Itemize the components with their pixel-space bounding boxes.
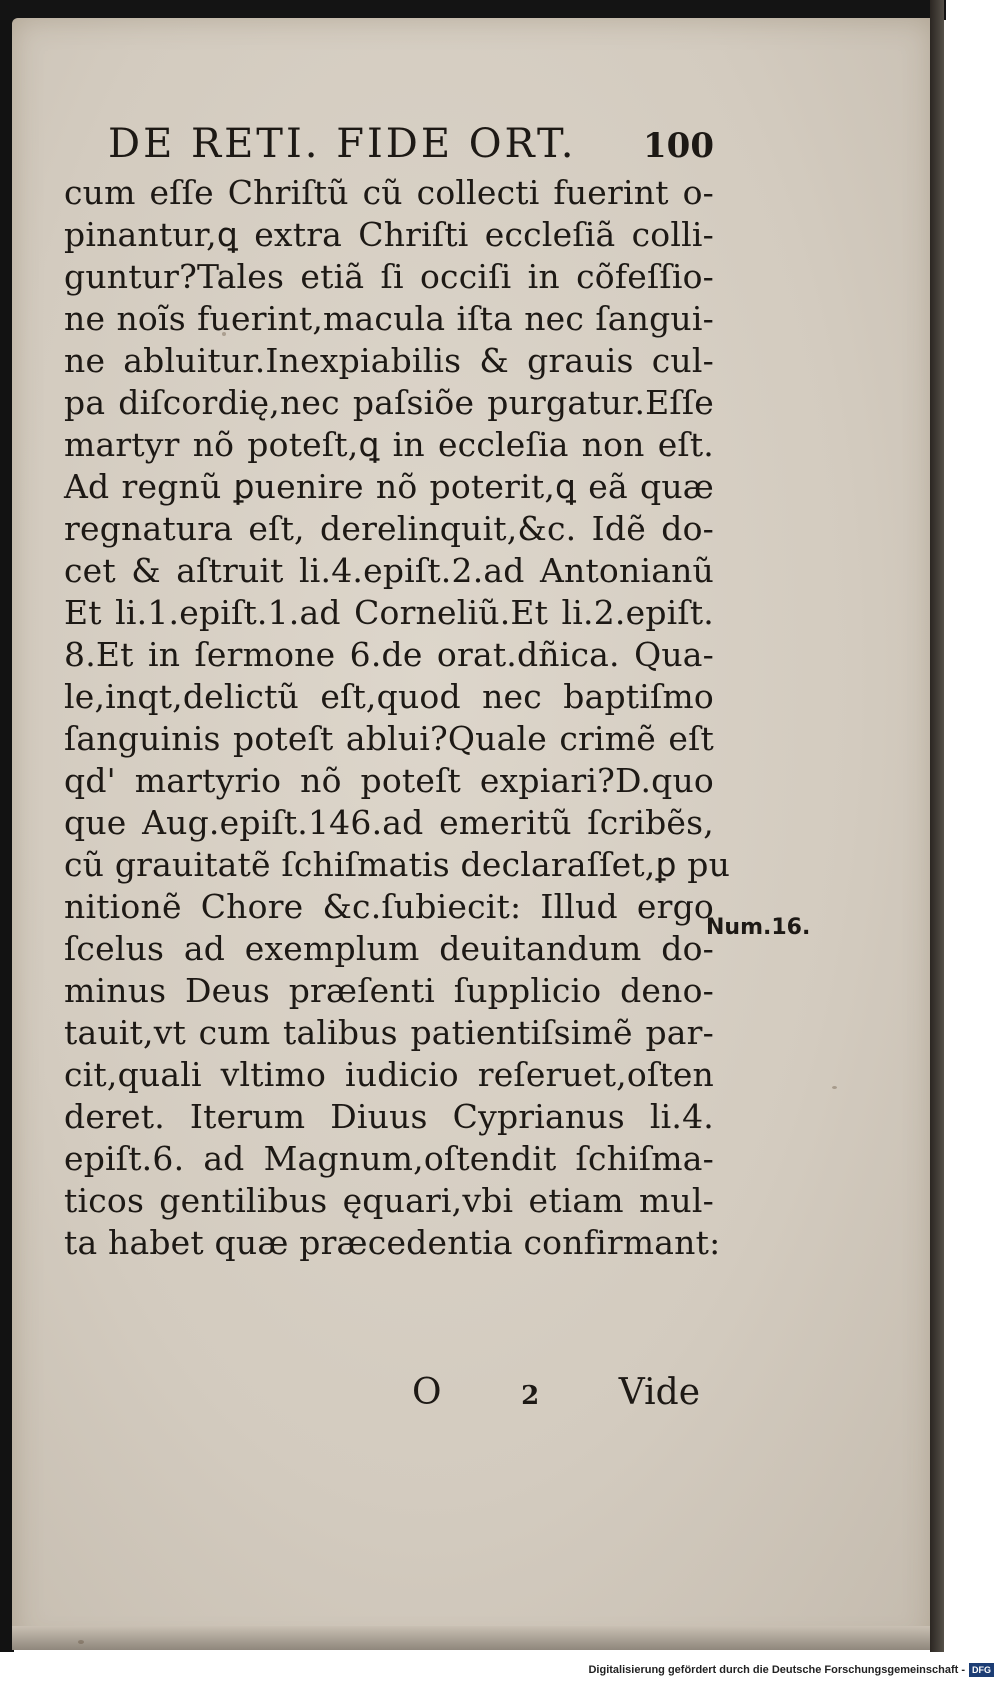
text-line: que Aug.epiſt.146.ad emeritũ ſcribẽs, (64, 803, 714, 842)
digitization-note: Digitalisierung gefördert durch die Deutsche Forschungsgemeinschaft - (588, 1663, 965, 1676)
text-line: cet & aſtruit li.4.epiſt.2.ad Antonianũ (64, 551, 714, 590)
folio-number: 100 (643, 126, 714, 166)
text-line: nitionẽ Chore &c.ſubiecit: Illud ergo (64, 887, 714, 926)
text-line: cum eſſe Chriſtũ cũ collecti fuerint o- (64, 173, 714, 212)
paper-speck (78, 1640, 84, 1644)
text-line: pa diſcordię,nec paſsiõe purgatur.Eſſe (64, 383, 714, 422)
running-title: DE RETI. FIDE ORT. (108, 121, 577, 167)
text-line: ſcelus ad exemplum deuitandum do- (64, 929, 714, 968)
text-line: minus Deus præſenti ſupplicio deno- (64, 971, 714, 1010)
signature-number: 2 (521, 1381, 540, 1411)
text-line: ne abluitur.Inexpiabilis & grauis cul- (64, 341, 714, 380)
scan-top-border (0, 0, 946, 20)
page-bottom-edge (12, 1626, 934, 1650)
text-line: cit,quali vltimo iudicio reſeruet,oſten (64, 1055, 714, 1094)
text-line: Ad regnũ ꝑuenire nõ poterit,ꝗ eã quæ (64, 467, 714, 506)
page-right-edge (930, 0, 944, 1652)
text-line: 8.Et in ſermone 6.de orat.dñica. Qua- (64, 635, 714, 674)
marginal-note: Num.16. (706, 915, 811, 940)
dfg-logo: DFG (969, 1663, 994, 1677)
text-line: ticos gentilibus ęquari,vbi etiam mul- (64, 1181, 714, 1220)
text-line: guntur?Tales etiã ſi occiſi in cõfeſſio- (64, 257, 714, 296)
digitization-credit (0, 1656, 1000, 1683)
text-line: Et li.1.epiſt.1.ad Corneliũ.Et li.2.epiſt. (64, 593, 714, 632)
page-footer (412, 1372, 700, 1413)
text-line: martyr nõ poteſt,ꝗ in eccleſia non eſt. (64, 425, 714, 464)
text-line: ta habet quæ præcedentia confirmant: (64, 1223, 721, 1262)
running-header (108, 122, 714, 172)
text-line: deret. Iterum Diuus Cyprianus li.4. (64, 1097, 714, 1136)
text-block (64, 121, 731, 1264)
text-line: le,inqt,delictũ eſt,quod nec baptiſmo (64, 677, 714, 716)
text-line: pinantur,ꝗ extra Chriſti eccleſiã colli- (64, 215, 714, 254)
signature-letter: O (412, 1372, 442, 1413)
text-line: ne noĩs fuerint,macula iſta nec ſangui- (64, 299, 714, 338)
text-line: regnatura eſt, derelinquit,&c. Idẽ do- (64, 509, 714, 548)
text-line: tauit,vt cum talibus patientiſsimẽ par- (64, 1013, 714, 1052)
text-line: cũ grauitatẽ ſchiſmatis declaraſſet,ꝑ pu (64, 845, 731, 884)
text-line: qd' martyrio nõ poteſt expiari?D.quo (64, 761, 714, 800)
text-line: epiſt.6. ad Magnum,oſtendit ſchiſma- (64, 1139, 714, 1178)
body-text (64, 172, 731, 1264)
text-line: ſanguinis poteſt ablui?Quale crimẽ eſt (64, 719, 714, 758)
catchword: Vide (618, 1372, 700, 1413)
paper-speck (832, 1086, 837, 1089)
